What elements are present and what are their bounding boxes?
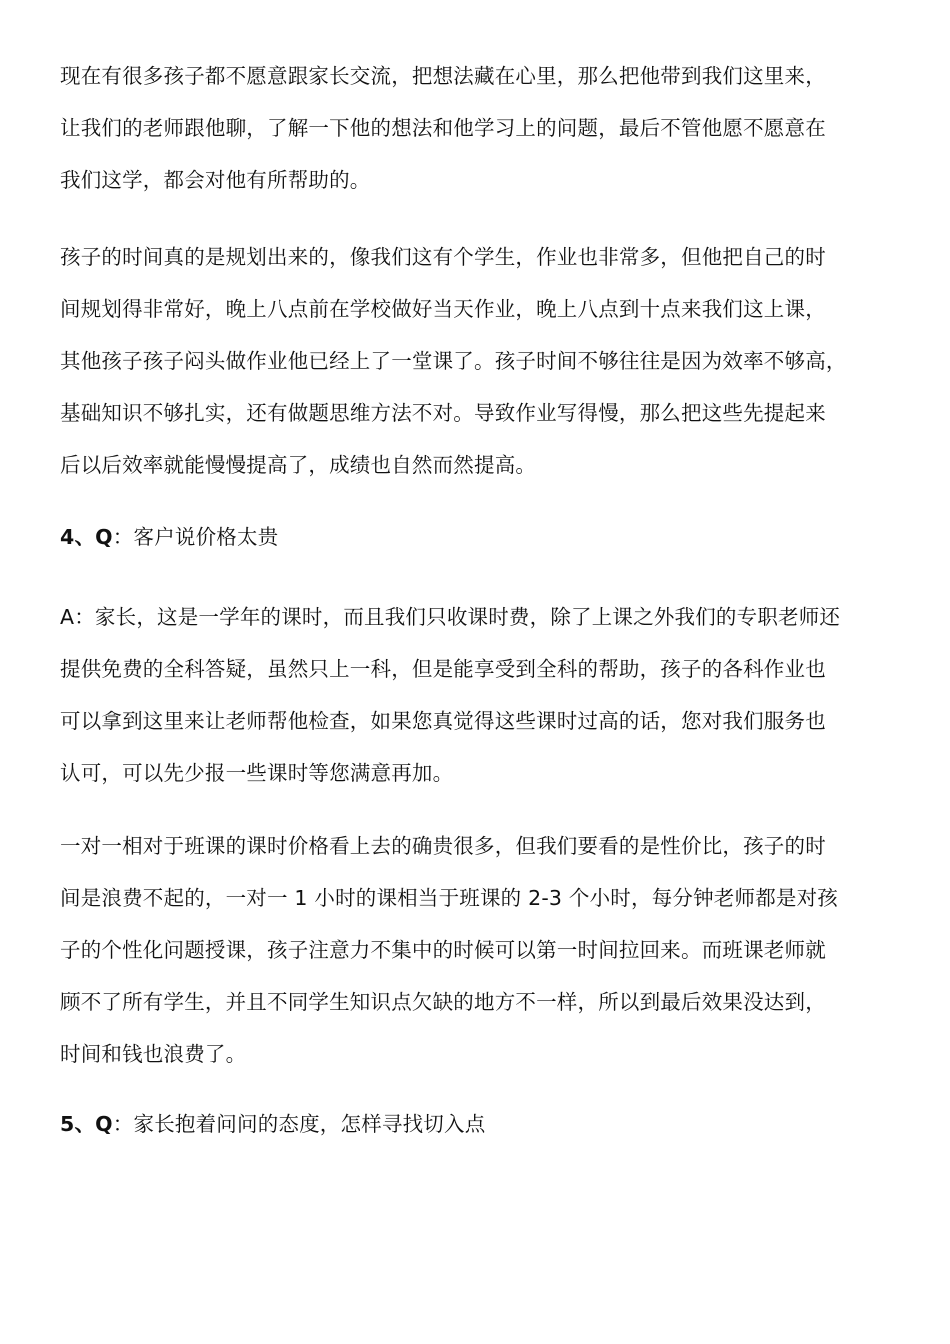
text-line: 提供免费的全科答疑，虽然只上一科，但是能享受到全科的帮助，孩子的各科作业也 [60, 657, 826, 681]
text-line: 顾不了所有学生，并且不同学生知识点欠缺的地方不一样，所以到最后效果没达到， [60, 990, 826, 1014]
text-line: 可以拿到这里来让老师帮他检查，如果您真觉得这些课时过高的话，您对我们服务也 [60, 709, 826, 733]
text-line: 我们这学，都会对他有所帮助的。 [60, 168, 371, 192]
text-line: 间规划得非常好，晚上八点前在学校做好当天作业，晚上八点到十点来我们这上课， [60, 297, 826, 321]
paragraph-value-comparison [60, 820, 900, 1080]
text-line: 让我们的老师跟他聊，了解一下他的想法和他学习上的问题，最后不管他愿不愿意在 [60, 116, 826, 140]
text-line: 后以后效率就能慢慢提高了，成绩也自然而然提高。 [60, 453, 537, 477]
question-heading-4 [60, 511, 900, 563]
text-line: 子的个性化问题授课，孩子注意力不集中的时候可以第一时间拉回来。而班课老师就 [60, 938, 826, 962]
heading-line [60, 511, 900, 563]
text-line: 其他孩子孩子闷头做作业他已经上了一堂课了。孩子时间不够往往是因为效率不够高， [60, 349, 847, 373]
heading-line [60, 1098, 900, 1150]
paragraph-answer [60, 591, 900, 799]
text-line: 认可，可以先少报一些课时等您满意再加。 [60, 761, 454, 785]
paragraph-time-planning [60, 231, 900, 491]
question-heading-5 [60, 1098, 900, 1150]
text-line: 现在有很多孩子都不愿意跟家长交流，把想法藏在心里，那么把他带到我们这里来， [60, 64, 826, 88]
paragraph-communication [60, 50, 900, 206]
text-line: 基础知识不够扎实，还有做题思维方法不对。导致作业写得慢，那么把这些先提起来 [60, 401, 826, 425]
question-number: 5、Q [60, 1112, 113, 1136]
text-line: 一对一相对于班课的课时价格看上去的确贵很多，但我们要看的是性价比，孩子的时 [60, 834, 826, 858]
text-line: 时间和钱也浪费了。 [60, 1042, 247, 1066]
text-line: 间是浪费不起的，一对一 1 小时的课相当于班课的 2-3 个小时，每分钟老师都是对孩 [60, 886, 838, 910]
question-number: 4、Q [60, 525, 113, 549]
text-line: 孩子的时间真的是规划出来的，像我们这有个学生，作业也非常多，但他把自己的时 [60, 245, 826, 269]
question-text: ：客户说价格太贵 [112, 525, 279, 549]
text-line: A：家长，这是一学年的课时，而且我们只收课时费，除了上课之外我们的专职老师还 [60, 605, 841, 629]
question-text: ：家长抱着问问的态度，怎样寻找切入点 [112, 1112, 486, 1136]
